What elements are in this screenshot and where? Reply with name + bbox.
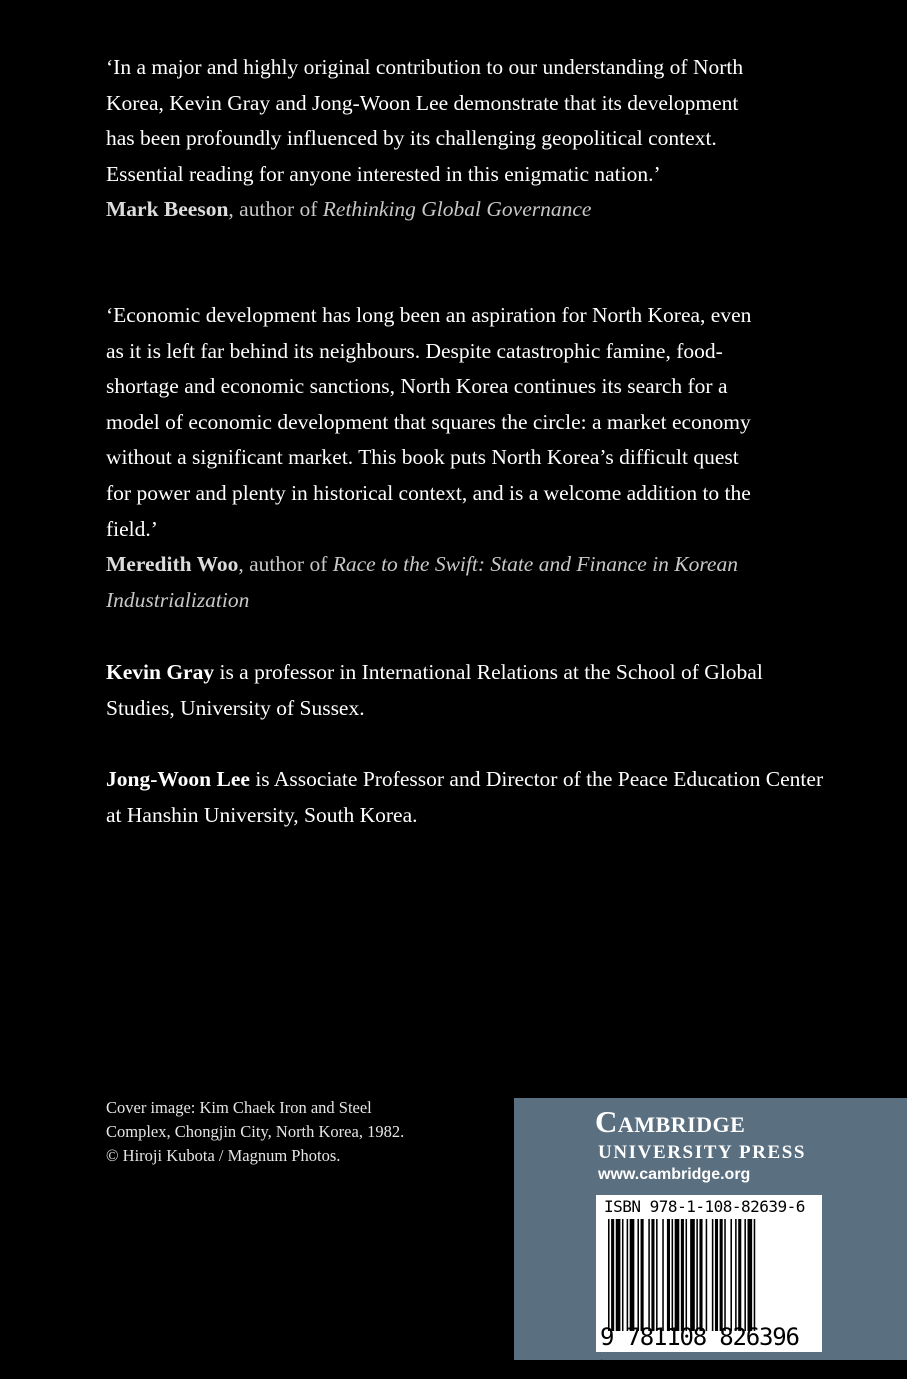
quote-author: Meredith Woo [106,552,239,577]
author-of: , author of [228,197,323,222]
quote-attribution [106,192,746,228]
ean-digits: 9 781108 826396 > [600,1323,799,1379]
isbn-label: ISBN 978-1-108-82639-6 [604,1197,805,1216]
publisher-logo: Cambridge [595,1104,746,1139]
cover-credit-line: Complex, Chongjin City, North Korea, 1982. [106,1122,405,1141]
quote-work: Rethinking Global Governance [322,197,592,222]
publisher-panel [514,1098,907,1379]
quote-work: Race to the Swift: State and Finance in Korean Industrialization [106,552,738,612]
quote-text: ‘Economic development has long been an aspiration for North Korea, even as it is left far behind its neighbours. Despite catastrophic famine, food-shortage and economic sanctions, North Korea continues its search for a model of economic development that squares the circle: a market economy without a significant market. This book puts North Korea’s difficult quest for power and plenty in historical context, and is a welcome addition to the field.’ [106,303,752,541]
quote-mark-beeson [106,50,746,228]
quote-meredith-woo [106,298,766,618]
barcode-box [596,1195,822,1379]
bio-text: is Associate Professor and Director of the Peace Education Center at Hanshin University, South Korea. [106,767,824,827]
author-bio-jong-woon-lee [106,762,826,833]
bio-name: Kevin Gray [106,660,215,684]
quote-author: Mark Beeson [106,197,229,222]
cover-credit-line: Cover image: Kim Chaek Iron and Steel [106,1098,372,1117]
cover-credit [106,1096,466,1168]
author-of: , author of [238,552,333,577]
bio-text: is a professor in International Relations at the School of Global Studies, University of Sussex. [106,660,763,720]
publisher-url: www.cambridge.org [598,1166,751,1183]
cover-credit-line: © Hiroji Kubota / Magnum Photos. [106,1146,341,1165]
author-bio-kevin-gray [106,655,806,726]
quote-text: ‘In a major and highly original contribution to our understanding of North Korea, Kevin Gray and Jong-Woon Lee demonstrate that its development has been profoundly influenced by its challenging geopolitical context. Essential reading for anyone interested in this enigmatic nation.’ [106,55,744,186]
publisher-subtitle: UNIVERSITY PRESS [598,1142,807,1163]
barcode-icon [608,1219,813,1331]
bio-name: Jong-Woon Lee [106,767,250,791]
quote-attribution [106,547,766,618]
